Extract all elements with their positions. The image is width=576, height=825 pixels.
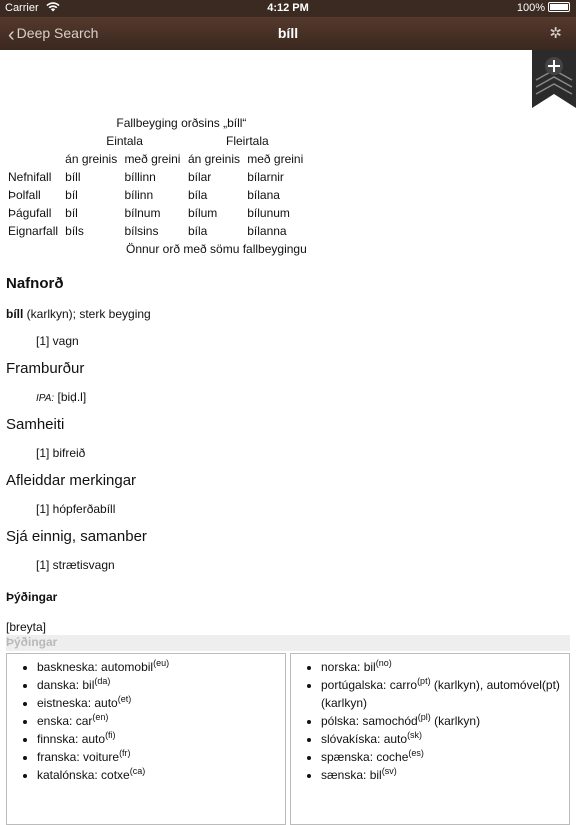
status-bar <box>0 0 576 17</box>
translation-link[interactable]: voiture <box>83 750 120 764</box>
section-heading-nafnord: Nafnorð <box>6 275 64 292</box>
translation-link[interactable]: car <box>75 714 93 728</box>
navigation-bar <box>0 17 576 50</box>
edit-link[interactable]: [breyta] <box>6 620 47 634</box>
declension-table <box>6 114 309 258</box>
table-cell: bílinn <box>124 188 154 202</box>
table-cell: bílarnir <box>247 170 284 184</box>
table-cell: bílnum <box>124 206 161 220</box>
synonym-item: [1] bifreið <box>36 446 86 460</box>
other-words-link[interactable]: Önnur orð með sömu fallbeygingu <box>126 242 307 256</box>
translation-link[interactable]: auto <box>383 732 408 746</box>
translation-link[interactable]: bil <box>82 678 95 692</box>
list-item: • portúgalska: carro$^{(pt)}$ (karlkyn), automóvel(pt) (karlkyn) <box>321 676 563 712</box>
translation-link[interactable]: cotxe <box>101 768 130 782</box>
list-item: • finnska: auto$^{(fi)}$ <box>37 730 285 748</box>
carrier-label: Carrier <box>5 2 60 14</box>
fleirtala-header: Fleirtala <box>226 134 269 148</box>
clock: 4:12 PM <box>267 2 309 14</box>
headword: bíll <box>6 307 24 321</box>
table-cell: Þolfall <box>8 188 41 202</box>
list-item: • eistneska: auto$^{(et)}$ <box>37 694 285 712</box>
list-item: • slóvakíska: auto$^{(sk)}$ <box>321 730 563 748</box>
derived-item[interactable]: [1] hópferðabíll <box>36 502 116 516</box>
list-item: • enska: car$^{(en)}$ <box>37 712 285 730</box>
list-item: • spænska: coche$^{(es)}$ <box>321 748 563 766</box>
translation-link[interactable]: automobil <box>101 660 154 674</box>
page-title: bíll <box>277 25 299 41</box>
section-heading-thydingar: Þýðingar <box>6 590 58 604</box>
chevron-left-icon: ‹ <box>8 24 15 46</box>
table-cell: Nefnifall <box>8 170 52 184</box>
eintala-header: Eintala <box>106 134 143 148</box>
ipa-label: IPA: <box>36 393 55 404</box>
table-cell: bíllinn <box>124 170 156 184</box>
table-row <box>6 204 309 222</box>
table-cell: bíls <box>65 224 84 238</box>
table-cell: bíl <box>65 188 78 202</box>
column-header: án greinis <box>187 152 240 166</box>
table-cell: Eignarfall <box>8 224 59 238</box>
battery-status: 100% <box>517 2 570 14</box>
translation-link[interactable]: coche <box>376 750 409 764</box>
back-button[interactable]: ‹ Deep Search <box>8 24 99 46</box>
translations-bar[interactable]: Þýðingar <box>6 635 570 651</box>
gear-icon[interactable]: ✲ <box>549 25 562 42</box>
translation-link[interactable]: auto <box>94 696 118 710</box>
table-row <box>6 186 309 204</box>
ipa-value: [biḍ.l] <box>54 390 87 404</box>
table-cell: Þágufall <box>8 206 52 220</box>
table-cell: bíla <box>187 188 208 202</box>
translations-left-box <box>6 653 286 825</box>
list-item: • katalónska: cotxe$^{(ca)}$ <box>37 766 285 784</box>
see-also-item[interactable]: [1] strætisvagn <box>36 558 115 572</box>
translation-link[interactable]: bil <box>369 768 382 782</box>
section-heading-sja: Sjá einnig, samanber <box>6 528 147 545</box>
table-cell: bílum <box>187 206 218 220</box>
table-row <box>6 168 309 186</box>
table-cell: bíl <box>65 206 78 220</box>
battery-icon <box>548 2 570 12</box>
section-heading-samheiti: Samheiti <box>6 416 65 433</box>
list-item: • pólska: samochód$^{(pl)}$ (karlkyn) <box>321 712 563 730</box>
declension-caption: Fallbeyging orðsins „bíll“ <box>116 116 247 130</box>
list-item: • sænska: bil$^{(sv)}$ <box>321 766 563 784</box>
list-item: • danska: bil$^{(da)}$ <box>37 676 285 694</box>
column-header: með greini <box>124 152 181 166</box>
translation-link[interactable]: bil <box>363 660 376 674</box>
table-cell: bílar <box>187 170 212 184</box>
table-cell: bílana <box>247 188 280 202</box>
word-definition <box>6 307 151 321</box>
column-header: með greini <box>247 152 304 166</box>
table-cell: bílunum <box>247 206 290 220</box>
table-row <box>6 222 309 240</box>
list-item: • franska: voiture$^{(fr)}$ <box>37 748 285 766</box>
section-heading-framburdur: Framburður <box>6 360 85 377</box>
list-item: • baskneska: automobil$^{(eu)}$ <box>37 658 285 676</box>
translations-right-box <box>290 653 570 825</box>
meaning-item: [1] vagn <box>36 334 79 348</box>
ipa-line <box>36 390 86 404</box>
column-header: án greinis <box>65 152 118 166</box>
translation-link[interactable]: carro <box>389 678 418 692</box>
table-cell: bílsins <box>124 224 159 238</box>
word-info: (karlkyn); sterk beyging <box>23 307 151 321</box>
translation-link[interactable]: samochód <box>362 714 418 728</box>
table-cell: bílanna <box>247 224 287 238</box>
table-cell: bíla <box>187 224 208 238</box>
translation-link[interactable]: auto <box>81 732 106 746</box>
bookmark-ribbon-icon <box>532 50 576 110</box>
bookmark-add-button[interactable] <box>532 50 576 110</box>
table-cell: bíll <box>65 170 81 184</box>
section-heading-afleiddar: Afleiddar merkingar <box>6 472 137 489</box>
list-item: • norska: bil$^{(no)}$ <box>321 658 563 676</box>
